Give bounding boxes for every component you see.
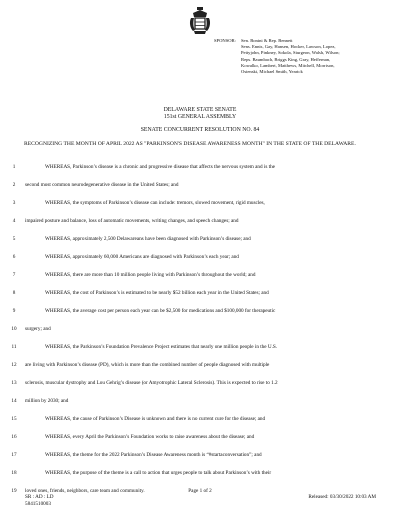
line-text: are living with Parkinson’s disease (PD), which is more than the combined number of people diagnosed with multiple bbox=[25, 362, 270, 368]
line-number: 19 bbox=[11, 488, 17, 494]
line-text: second most common neurodegenerative disease in the United States; and bbox=[25, 182, 179, 188]
body-line bbox=[0, 200, 400, 210]
line-number: 9 bbox=[12, 308, 16, 314]
line-text: WHEREAS, the theme for the 2022 Parkinson’s Disease Awareness month is “#startaconversation”; and bbox=[45, 452, 262, 458]
sponsor-line: Pettyjohn, Pinkney, Sokola, Sturgeon, Walsh, Wilson; bbox=[241, 50, 340, 56]
delaware-seal-icon bbox=[185, 6, 215, 36]
line-text: WHEREAS, the cause of Parkinson’s Disease is unknown and there is no current cure for the disease; and bbox=[45, 416, 266, 422]
body-line bbox=[0, 470, 400, 480]
sponsor-line: Reps. Baumbach, Briggs King, Gray, Heffernan, bbox=[241, 56, 331, 62]
line-text: WHEREAS, every April the Parkinson’s Foundation works to raise awareness about the disease; and bbox=[45, 434, 255, 440]
line-text: WHEREAS, the Parkinson’s Foundation Prevalence Project estimates that nearly one million people in the U.S. bbox=[45, 344, 278, 350]
line-text: loved ones, friends, neighbors, care team and community. bbox=[25, 488, 145, 494]
body-line bbox=[0, 326, 400, 336]
line-number: 7 bbox=[12, 272, 16, 278]
line-number: 17 bbox=[11, 452, 17, 458]
line-number: 10 bbox=[11, 326, 17, 332]
line-text: surgery; and bbox=[25, 326, 51, 332]
sponsor-label: SPONSOR: bbox=[214, 38, 236, 43]
line-text: sclerosis, muscular dystrophy and Lou Gehrig’s disease (or Amyotrophic Lateral Sclerosis). This is expected to rise to 1.2 bbox=[25, 380, 278, 386]
sponsor-block bbox=[214, 38, 391, 75]
line-number: 1 bbox=[12, 164, 16, 170]
sponsor-line: Sen. Bonini & Rep. Bennett bbox=[241, 38, 293, 43]
line-number: 13 bbox=[11, 380, 17, 386]
line-text: WHEREAS, there are more than 10 million people living with Parkinson’s throughout the world; and bbox=[45, 272, 256, 278]
reviewer-codes: SR : AD : LD bbox=[25, 494, 54, 500]
line-text: WHEREAS, the cost of Parkinson’s is estimated to be nearly $52 billion each year in the United States; and bbox=[45, 290, 269, 296]
body-line bbox=[0, 164, 400, 174]
body-line bbox=[0, 434, 400, 444]
body-line bbox=[0, 308, 400, 318]
line-number: 12 bbox=[11, 362, 17, 368]
sponsor-line: Kowalko, Lambert, Matthews, Mitchell, Morrison, bbox=[241, 62, 335, 68]
line-number: 3 bbox=[12, 200, 16, 206]
page-number: Page 1 of 2 bbox=[188, 488, 212, 494]
body-line bbox=[0, 380, 400, 390]
line-text: WHEREAS, Parkinson’s disease is a chronic and progressive disease that affects the nervous system and is the bbox=[45, 164, 275, 170]
body-line bbox=[0, 218, 400, 228]
line-number: 18 bbox=[11, 470, 17, 476]
line-number: 5 bbox=[12, 236, 16, 242]
line-number: 11 bbox=[11, 344, 17, 350]
resolution-number: SENATE CONCURRENT RESOLUTION NO. 84 bbox=[140, 127, 260, 133]
line-text: impaired posture and balance, loss of automatic movements, writing changes, and speech changes; and bbox=[25, 218, 239, 224]
line-text: WHEREAS, the average cost per person each year can be $2,500 for medications and $100,000 for therapeutic bbox=[45, 308, 276, 314]
line-text: million by 2030; and bbox=[25, 398, 69, 404]
document-number: 5841510003 bbox=[25, 501, 51, 507]
assembly-heading: 151st GENERAL ASSEMBLY bbox=[163, 114, 237, 120]
body-line bbox=[0, 398, 400, 408]
resolution-title: RECOGNIZING THE MONTH OF APRIL 2022 AS "PARKINSON'S DISEASE AWARENESS MONTH" IN THE STATE OF THE DELAWARE. bbox=[24, 141, 356, 147]
line-number: 14 bbox=[11, 398, 17, 404]
body-line bbox=[0, 344, 400, 354]
line-text: WHEREAS, the symptoms of Parkinson’s disease can include: tremors, slowed movement, rigid muscles, bbox=[45, 200, 265, 206]
body-line bbox=[0, 452, 400, 462]
sponsor-line: Osienski, Michael Smith, Yearick bbox=[241, 69, 303, 75]
line-text: WHEREAS, approximately 2,500 Delawareans have been diagnosed with Parkinson’s disease; and bbox=[45, 236, 251, 242]
line-number: 15 bbox=[11, 416, 17, 422]
chamber-heading: DELAWARE STATE SENATE bbox=[163, 107, 237, 113]
body-line bbox=[0, 290, 400, 300]
line-number: 16 bbox=[11, 434, 17, 440]
body-line bbox=[0, 362, 400, 372]
sponsor-line: Sens. Ennis, Gay, Hansen, Hocker, Lawson, Lopez, bbox=[241, 44, 336, 50]
body-line bbox=[0, 254, 400, 264]
line-number: 4 bbox=[12, 218, 16, 224]
body-line bbox=[0, 272, 400, 282]
line-text: WHEREAS, approximately 60,000 Americans are diagnosed with Parkinson’s each year; and bbox=[45, 254, 239, 260]
body-line bbox=[0, 182, 400, 192]
line-number: 6 bbox=[12, 254, 16, 260]
release-date: Released: 03/30/2022 10:03 AM bbox=[308, 494, 376, 500]
body-line bbox=[0, 416, 400, 426]
body-line bbox=[0, 236, 400, 246]
line-number: 2 bbox=[12, 182, 16, 188]
line-text: WHEREAS, the purpose of the theme is a call to action that urges people to talk about Parkinson’s with their bbox=[45, 470, 272, 476]
line-number: 8 bbox=[12, 290, 16, 296]
